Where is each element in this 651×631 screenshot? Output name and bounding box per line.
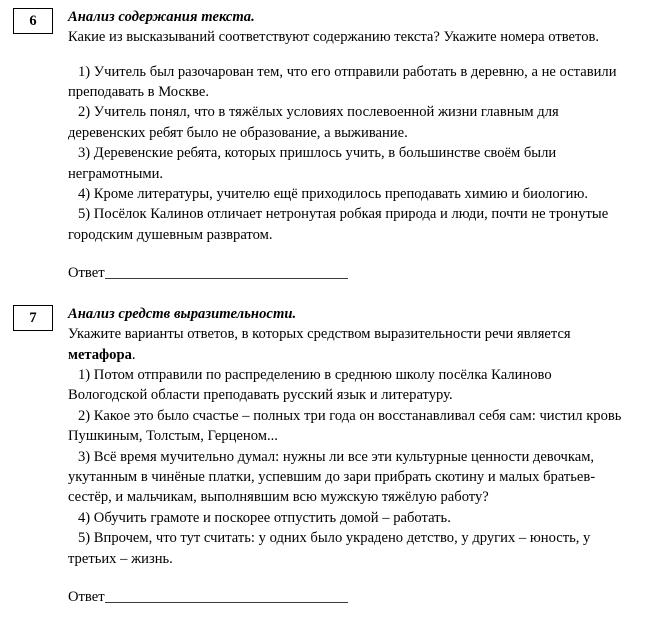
task-number-box-6: 6: [13, 8, 53, 34]
answer-label: Ответ: [68, 265, 105, 282]
option-item: 4) Кроме литературы, учителю ещё приходилось преподавать химию и биологию.: [78, 185, 588, 202]
option-item: 2) Какое это было счастье – полных три года он восстанавливал себя сам: чистил кровь Пушкиным, Толстым, Герценом...: [68, 407, 622, 445]
task-body-7: [68, 305, 628, 606]
answer-row-6: [68, 264, 628, 282]
task-body-6: [68, 8, 628, 282]
option-list-6: [68, 62, 628, 246]
task-prompt-7-text-after: .: [131, 346, 136, 363]
answer-input-line-6[interactable]: [105, 278, 348, 279]
task-prompt-7-text-before: Укажите варианты ответов, в которых средством выразительности речи является: [68, 326, 571, 342]
task-prompt-7: [68, 324, 628, 365]
option-item: 5) Посёлок Калинов отличает нетронутая робкая природа и люди, почти не тронутые городским душевным развратом.: [68, 206, 609, 243]
task-prompt-6: Какие из высказываний соответствуют содержанию текста? Укажите номера ответов.: [68, 29, 600, 45]
option-item: 3) Всё время мучительно думал: нужны ли все эти культурные ценности девочкам, укутанным в чинёные платки, успевшим до зари прибрать скотину и малых братьев-сестёр, и мальчикам, выполнявшим всю мужскую тяжёлую работу?: [68, 448, 596, 506]
option-list-7: [68, 365, 628, 569]
option-item: 1) Потом отправили по распределению в среднюю школу посёлка Калиново Вологодской области преподавать русский язык и литературу.: [68, 367, 552, 404]
answer-label: Ответ: [68, 589, 105, 606]
task-heading-7: Анализ средств выразительности.: [68, 306, 297, 322]
answer-input-line-7[interactable]: [105, 602, 348, 603]
task-prompt-7-bold-term: метафора: [68, 346, 132, 363]
option-item: 5) Впрочем, что тут считать: у одних было украдено детство, у других – юность, у третьих – жизнь.: [68, 530, 591, 567]
option-item: 3) Деревенские ребята, которых пришлось учить, в большинстве своём были неграмотными.: [68, 145, 557, 182]
option-item: 1) Учитель был разочарован тем, что его отправили работать в деревню, а не оставили преподавать в Москве.: [68, 63, 617, 100]
task-number-box-7: 7: [13, 305, 53, 331]
spacer-6: [68, 48, 628, 62]
task-heading-6: Анализ содержания текста.: [68, 9, 255, 25]
answer-row-7: [68, 588, 628, 606]
option-item: 2) Учитель понял, что в тяжёлых условиях послевоенной жизни главным для деревенских ребят было не образование, а выживание.: [68, 104, 559, 141]
option-item: 4) Обучить грамоте и поскорее отпустить домой – работать.: [78, 509, 451, 526]
